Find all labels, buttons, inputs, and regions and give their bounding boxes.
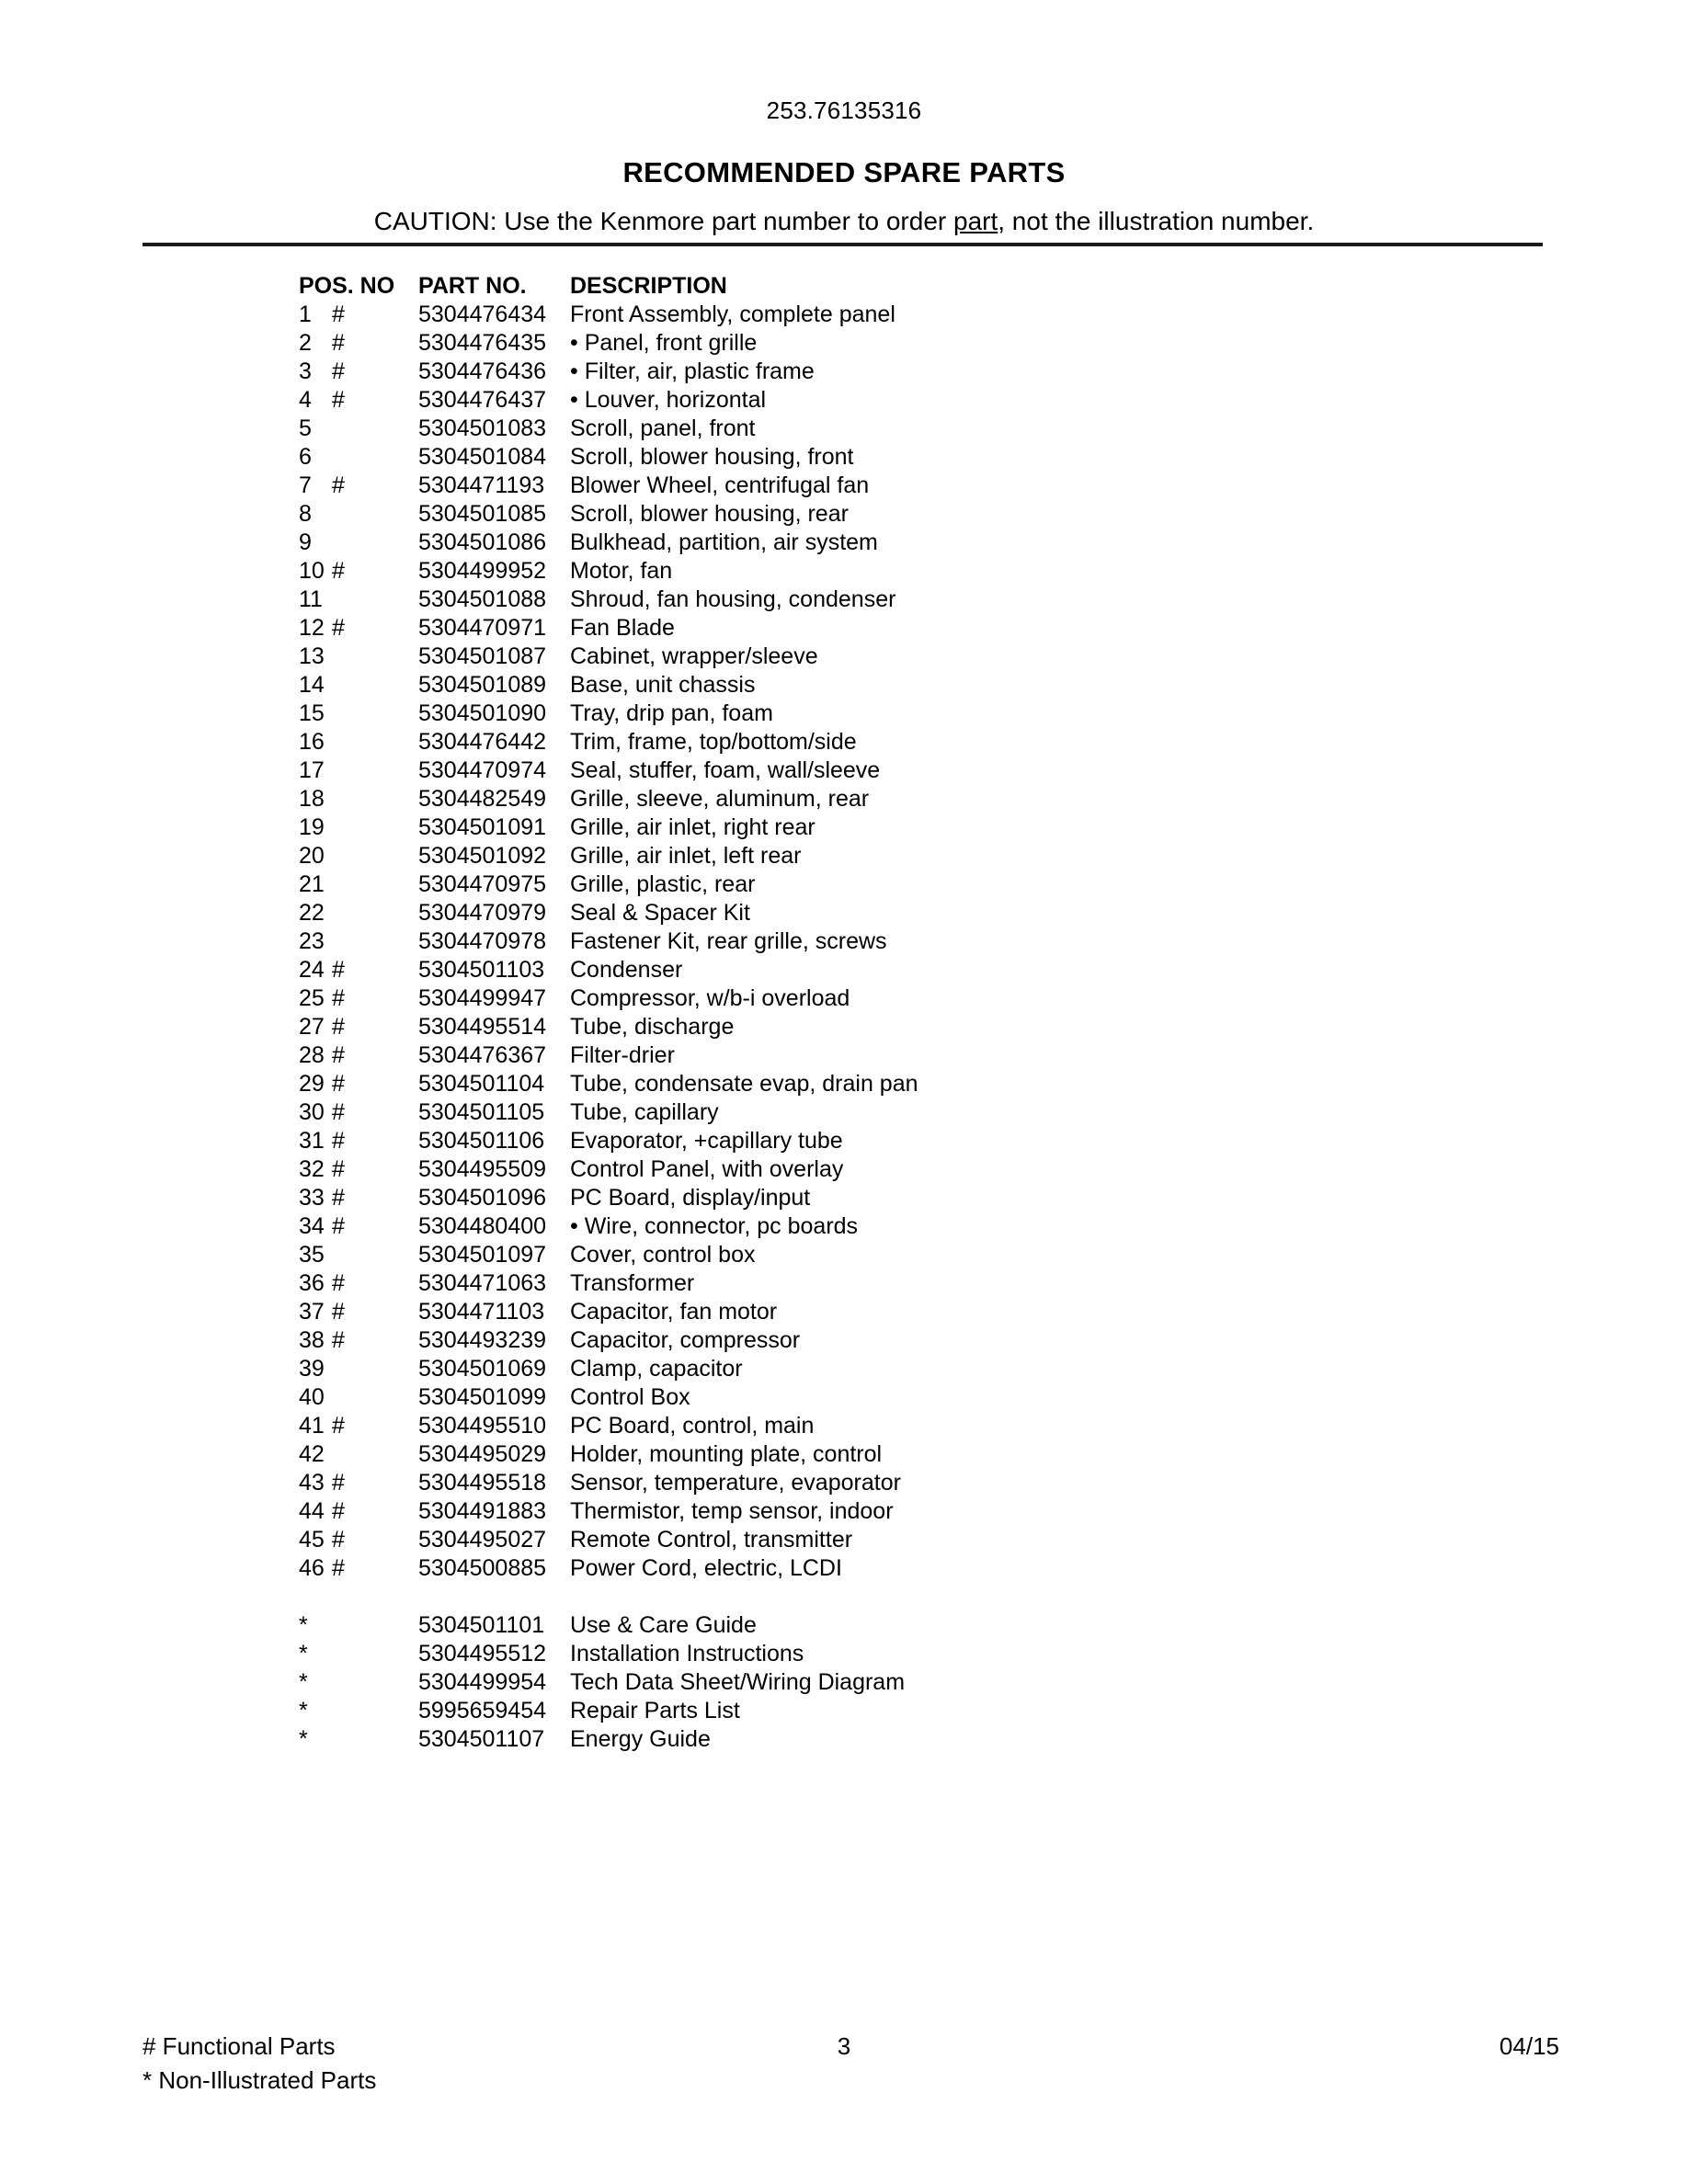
table-row (299, 813, 918, 842)
cell-pos-no (299, 1697, 418, 1725)
pos-number: 45 (299, 1527, 325, 1553)
pos-number: 15 (299, 700, 325, 726)
pos-marker: # (332, 1014, 345, 1040)
cell-pos-no (299, 1326, 418, 1355)
pos-marker: # (332, 1527, 345, 1553)
cell-pos-no (299, 1127, 418, 1155)
cell-description: Tech Data Sheet/Wiring Diagram (570, 1669, 906, 1695)
cell-pos-no (299, 500, 418, 529)
cell-part-no: 5304476437 (418, 387, 547, 413)
cell-pos-no (299, 1098, 418, 1127)
table-row (299, 842, 918, 870)
cell-description: • Wire, connector, pc boards (570, 1213, 859, 1239)
cell-description: Tube, discharge (570, 1014, 735, 1040)
table-row (299, 415, 918, 443)
pos-marker: # (332, 1270, 345, 1296)
cell-part-no: 5304501092 (418, 843, 547, 869)
table-row (299, 1013, 918, 1041)
table-row (299, 1469, 918, 1497)
cell-pos-no (299, 529, 418, 557)
pos-number: 14 (299, 672, 325, 698)
cell-part-no: 5304495027 (418, 1527, 547, 1553)
cell-description: Grille, air inlet, left rear (570, 843, 802, 869)
cell-description: Transformer (570, 1270, 695, 1296)
pos-number: 38 (299, 1327, 325, 1353)
cell-pos-no (299, 1184, 418, 1212)
pos-number: 21 (299, 871, 325, 897)
cell-part-no: 5304480400 (418, 1213, 547, 1239)
table-row (299, 1611, 918, 1640)
table-row (299, 500, 918, 529)
cell-description: Holder, mounting plate, control (570, 1441, 883, 1467)
pos-marker: # (332, 558, 345, 584)
table-row (299, 1070, 918, 1098)
pos-number: 35 (299, 1242, 325, 1268)
cell-pos-no (299, 1469, 418, 1497)
table-row (299, 386, 918, 415)
pos-number: 25 (299, 985, 325, 1011)
cell-part-no: 5304470978 (418, 928, 547, 954)
table-row (299, 329, 918, 358)
cell-description: Remote Control, transmitter (570, 1527, 853, 1553)
pos-marker: # (332, 1327, 345, 1353)
cell-pos-no (299, 1725, 418, 1754)
cell-description: Filter-drier (570, 1042, 675, 1068)
cell-part-no: 5304495510 (418, 1413, 547, 1439)
pos-number: 42 (299, 1441, 325, 1467)
pos-marker: # (332, 1498, 345, 1524)
cell-description: Tube, capillary (570, 1099, 719, 1125)
pos-marker: # (332, 615, 345, 641)
pos-number: 1 (299, 301, 312, 327)
pos-number: 9 (299, 529, 312, 555)
cell-description: Seal, stuffer, foam, wall/sleeve (570, 757, 881, 783)
cell-description: Base, unit chassis (570, 672, 756, 698)
cell-part-no: 5304501101 (418, 1612, 545, 1638)
cell-part-no: 5304476434 (418, 301, 547, 327)
cell-part-no: 5304476435 (418, 330, 547, 356)
table-row (299, 1440, 918, 1469)
table-row (299, 1241, 918, 1269)
pos-marker: # (332, 1470, 345, 1496)
table-row (299, 728, 918, 756)
cell-description: Control Panel, with overlay (570, 1156, 844, 1182)
cell-part-no: 5304482549 (418, 786, 547, 812)
cell-description: Fan Blade (570, 615, 675, 641)
pos-number: 33 (299, 1185, 325, 1211)
table-row (299, 1041, 918, 1070)
pos-number: 34 (299, 1213, 325, 1239)
cell-description: Sensor, temperature, evaporator (570, 1470, 901, 1496)
table-row (299, 557, 918, 586)
table-row (299, 472, 918, 500)
revision-date: 04/15 (1499, 2032, 1559, 2060)
cell-description: Motor, fan (570, 558, 673, 584)
pos-marker: # (332, 358, 345, 384)
table-row (299, 1127, 918, 1155)
table-row (299, 1412, 918, 1440)
cell-part-no: 5304470975 (418, 871, 547, 897)
table-row (299, 785, 918, 813)
cell-part-no: 5304501089 (418, 672, 547, 698)
table-row (299, 956, 918, 984)
pos-number: 30 (299, 1099, 325, 1125)
cell-pos-no (299, 870, 418, 899)
table-row (299, 1269, 918, 1298)
table-row (299, 1725, 918, 1754)
cell-part-no: 5304495029 (418, 1441, 547, 1467)
cell-pos-no (299, 927, 418, 956)
pos-marker: # (332, 957, 345, 983)
pos-marker: # (332, 1071, 345, 1097)
cell-description: Seal & Spacer Kit (570, 900, 750, 926)
cell-part-no: 5304495512 (418, 1641, 547, 1666)
table-row (299, 1298, 918, 1326)
pos-marker: # (332, 985, 345, 1011)
cell-description: Thermistor, temp sensor, indoor (570, 1498, 894, 1524)
cell-part-no: 5304476442 (418, 729, 547, 755)
cell-part-no: 5304499952 (418, 558, 547, 584)
table-row (299, 301, 918, 329)
cell-part-no: 5304470974 (418, 757, 547, 783)
cell-pos-no (299, 671, 418, 700)
caution-suffix: , not the illustration number. (998, 207, 1315, 235)
cell-pos-no (299, 643, 418, 671)
page-footer (0, 2030, 1688, 2131)
pos-number: 5 (299, 415, 312, 441)
cell-description: Power Cord, electric, LCDI (570, 1555, 842, 1581)
cell-part-no: 5995659454 (418, 1698, 547, 1723)
table-row (299, 1526, 918, 1554)
pos-number: 44 (299, 1498, 325, 1524)
cell-part-no: 5304501090 (418, 700, 547, 726)
pos-marker: # (332, 472, 345, 498)
table-row (299, 443, 918, 472)
pos-marker: # (332, 301, 345, 327)
pos-number: * (299, 1698, 308, 1723)
cell-description: Condenser (570, 957, 683, 983)
table-row (299, 1497, 918, 1526)
cell-description: Scroll, panel, front (570, 415, 756, 441)
cell-description: Shroud, fan housing, condenser (570, 586, 896, 612)
cell-description: • Louver, horizontal (570, 387, 767, 413)
cell-part-no: 5304501107 (418, 1726, 545, 1752)
cell-part-no: 5304499954 (418, 1669, 547, 1695)
cell-pos-no (299, 1355, 418, 1383)
cell-description: Installation Instructions (570, 1641, 804, 1666)
table-body (299, 301, 918, 1754)
pos-number: 3 (299, 358, 312, 384)
cell-part-no: 5304471193 (418, 472, 545, 498)
pos-number: 20 (299, 843, 325, 869)
cell-part-no: 5304476367 (418, 1042, 547, 1068)
cell-part-no: 5304495509 (418, 1156, 547, 1182)
cell-part-no: 5304476436 (418, 358, 547, 384)
table-row (299, 700, 918, 728)
cell-pos-no (299, 956, 418, 984)
table-row (299, 671, 918, 700)
pos-number: 2 (299, 330, 312, 356)
cell-pos-no (299, 472, 418, 500)
cell-description: PC Board, control, main (570, 1413, 815, 1439)
legend-functional-parts: # Functional Parts (143, 2032, 336, 2060)
pos-marker: # (332, 1555, 345, 1581)
cell-pos-no (299, 1013, 418, 1041)
cell-pos-no (299, 1412, 418, 1440)
pos-number: 18 (299, 786, 325, 812)
table-row (299, 927, 918, 956)
cell-description: Repair Parts List (570, 1698, 740, 1723)
cell-description: Blower Wheel, centrifugal fan (570, 472, 870, 498)
cell-part-no: 5304499947 (418, 985, 547, 1011)
pos-marker: # (332, 1042, 345, 1068)
column-header-pos-no: POS. NO (299, 273, 395, 299)
cell-pos-no (299, 756, 418, 785)
cell-part-no: 5304501097 (418, 1242, 547, 1268)
model-number: 253.76135316 (766, 97, 922, 124)
pos-marker: # (332, 1213, 345, 1239)
pos-number: 43 (299, 1470, 325, 1496)
cell-part-no: 5304495518 (418, 1470, 547, 1496)
caution-prefix: CAUTION: Use the Kenmore part number to order (373, 207, 953, 235)
cell-description: Use & Care Guide (570, 1612, 757, 1638)
cell-pos-no (299, 1668, 418, 1697)
cell-description: Grille, plastic, rear (570, 871, 756, 897)
table-row (299, 1326, 918, 1355)
pos-number: 37 (299, 1299, 325, 1325)
cell-pos-no (299, 614, 418, 643)
pos-number: 23 (299, 928, 325, 954)
cell-pos-no (299, 899, 418, 927)
table-row (299, 1355, 918, 1383)
cell-pos-no (299, 301, 418, 329)
table-row-spacer (299, 1583, 918, 1611)
cell-part-no: 5304501104 (418, 1071, 545, 1097)
cell-part-no: 5304501088 (418, 586, 547, 612)
cell-pos-no (299, 1526, 418, 1554)
column-header-description: DESCRIPTION (570, 273, 727, 299)
cell-part-no: 5304501069 (418, 1356, 547, 1382)
cell-description: Capacitor, compressor (570, 1327, 801, 1353)
table-row (299, 1098, 918, 1127)
pos-number: 39 (299, 1356, 325, 1382)
cell-description: Fastener Kit, rear grille, screws (570, 928, 887, 954)
caution-underlined-word: part (953, 207, 998, 235)
cell-part-no: 5304501085 (418, 501, 547, 527)
pos-number: 46 (299, 1555, 325, 1581)
pos-number: 16 (299, 729, 325, 755)
cell-pos-no (299, 984, 418, 1013)
cell-pos-no (299, 785, 418, 813)
cell-pos-no (299, 1155, 418, 1184)
pos-number: 19 (299, 814, 325, 840)
cell-description: Cover, control box (570, 1242, 756, 1268)
page-number: 3 (837, 2032, 851, 2060)
pos-number: 40 (299, 1384, 325, 1410)
cell-pos-no (299, 329, 418, 358)
pos-number: 29 (299, 1071, 325, 1097)
cell-pos-no (299, 1440, 418, 1469)
pos-number: 27 (299, 1014, 325, 1040)
pos-marker: # (332, 1156, 345, 1182)
cell-pos-no (299, 1041, 418, 1070)
column-header-part-no: PART NO. (418, 273, 527, 299)
cell-pos-no (299, 1611, 418, 1640)
cell-description: • Panel, front grille (570, 330, 758, 356)
cell-pos-no (299, 1298, 418, 1326)
pos-number: 13 (299, 643, 325, 669)
cell-part-no: 5304470979 (418, 900, 547, 926)
cell-pos-no (299, 1241, 418, 1269)
table-row (299, 1184, 918, 1212)
cell-part-no: 5304495514 (418, 1014, 547, 1040)
table-row (299, 1668, 918, 1697)
cell-part-no: 5304501099 (418, 1384, 547, 1410)
cell-pos-no (299, 443, 418, 472)
pos-number: 6 (299, 444, 312, 470)
pos-number: * (299, 1669, 308, 1695)
pos-marker: # (332, 387, 345, 413)
cell-pos-no (299, 728, 418, 756)
pos-number: 17 (299, 757, 325, 783)
cell-pos-no (299, 1212, 418, 1241)
cell-part-no: 5304501096 (418, 1185, 547, 1211)
pos-number: 41 (299, 1413, 325, 1439)
cell-part-no: 5304501091 (418, 814, 547, 840)
pos-marker: # (332, 1413, 345, 1439)
table-row (299, 899, 918, 927)
pos-marker: # (332, 1185, 345, 1211)
pos-number: 31 (299, 1128, 325, 1154)
cell-description: Trim, frame, top/bottom/side (570, 729, 857, 755)
cell-description: Scroll, blower housing, rear (570, 501, 849, 527)
legend-non-illustrated-parts: * Non-Illustrated Parts (143, 2066, 377, 2094)
cell-pos-no (299, 586, 418, 614)
pos-number: * (299, 1726, 308, 1752)
cell-description: Tray, drip pan, foam (570, 700, 773, 726)
cell-part-no: 5304470971 (418, 615, 547, 641)
cell-pos-no (299, 1640, 418, 1668)
pos-number: * (299, 1641, 308, 1666)
cell-part-no: 5304501106 (418, 1128, 545, 1154)
header-divider (143, 243, 1543, 246)
page-title: RECOMMENDED SPARE PARTS (622, 156, 1066, 188)
table-row (299, 1212, 918, 1241)
cell-description: • Filter, air, plastic frame (570, 358, 815, 384)
cell-description: Tube, condensate evap, drain pan (570, 1071, 918, 1097)
cell-description: Cabinet, wrapper/sleeve (570, 643, 818, 669)
cell-part-no: 5304501083 (418, 415, 547, 441)
cell-description: Bulkhead, partition, air system (570, 529, 878, 555)
table-row (299, 870, 918, 899)
pos-number: 7 (299, 472, 312, 498)
cell-pos-no (299, 557, 418, 586)
table-row (299, 756, 918, 785)
cell-pos-no (299, 1269, 418, 1298)
table-row (299, 1155, 918, 1184)
table-header-row (299, 272, 918, 301)
pos-number: 28 (299, 1042, 325, 1068)
cell-description: Evaporator, +capillary tube (570, 1128, 843, 1154)
pos-marker: # (332, 1099, 345, 1125)
table-row (299, 529, 918, 557)
table-row (299, 1554, 918, 1583)
cell-description: Capacitor, fan motor (570, 1299, 778, 1325)
cell-part-no: 5304500885 (418, 1555, 547, 1581)
cell-pos-no (299, 1070, 418, 1098)
cell-description: PC Board, display/input (570, 1185, 811, 1211)
pos-marker: # (332, 1128, 345, 1154)
cell-pos-no (299, 1554, 418, 1583)
cell-pos-no (299, 358, 418, 386)
pos-number: 11 (299, 586, 323, 612)
cell-pos-no (299, 813, 418, 842)
cell-part-no: 5304491883 (418, 1498, 547, 1524)
cell-part-no: 5304501103 (418, 957, 545, 983)
pos-number: 12 (299, 615, 325, 641)
cell-part-no: 5304493239 (418, 1327, 547, 1353)
table-row (299, 1697, 918, 1725)
pos-number: 22 (299, 900, 325, 926)
cell-part-no: 5304501084 (418, 444, 547, 470)
cell-pos-no (299, 1383, 418, 1412)
cell-pos-no (299, 1497, 418, 1526)
cell-description: Grille, air inlet, right rear (570, 814, 815, 840)
pos-marker: # (332, 330, 345, 356)
cell-part-no: 5304501105 (418, 1099, 545, 1125)
cell-part-no: 5304471103 (418, 1299, 545, 1325)
pos-number: 24 (299, 957, 325, 983)
table-row (299, 614, 918, 643)
pos-number: 32 (299, 1156, 325, 1182)
pos-number: * (299, 1612, 308, 1638)
parts-table (299, 272, 918, 1754)
cell-pos-no (299, 842, 418, 870)
cell-description: Grille, sleeve, aluminum, rear (570, 786, 870, 812)
cell-description: Compressor, w/b-i overload (570, 985, 850, 1011)
cell-pos-no (299, 415, 418, 443)
table-row (299, 984, 918, 1013)
cell-description: Clamp, capacitor (570, 1356, 743, 1382)
cell-pos-no (299, 1583, 418, 1611)
cell-pos-no (299, 700, 418, 728)
cell-description: Scroll, blower housing, front (570, 444, 854, 470)
cell-description: Front Assembly, complete panel (570, 301, 895, 327)
cell-part-no: 5304501086 (418, 529, 547, 555)
table-row (299, 643, 918, 671)
cell-pos-no (299, 386, 418, 415)
pos-number: 8 (299, 501, 312, 527)
cell-description: Control Box (570, 1384, 690, 1410)
caution-note (0, 207, 1688, 236)
table-row (299, 1640, 918, 1668)
pos-number: 10 (299, 558, 325, 584)
cell-part-no: 5304471063 (418, 1270, 547, 1296)
table-row (299, 586, 918, 614)
pos-marker: # (332, 1299, 345, 1325)
pos-number: 4 (299, 387, 312, 413)
pos-number: 36 (299, 1270, 325, 1296)
table-row (299, 358, 918, 386)
cell-part-no: 5304501087 (418, 643, 547, 669)
table-row (299, 1383, 918, 1412)
cell-description: Energy Guide (570, 1726, 711, 1752)
